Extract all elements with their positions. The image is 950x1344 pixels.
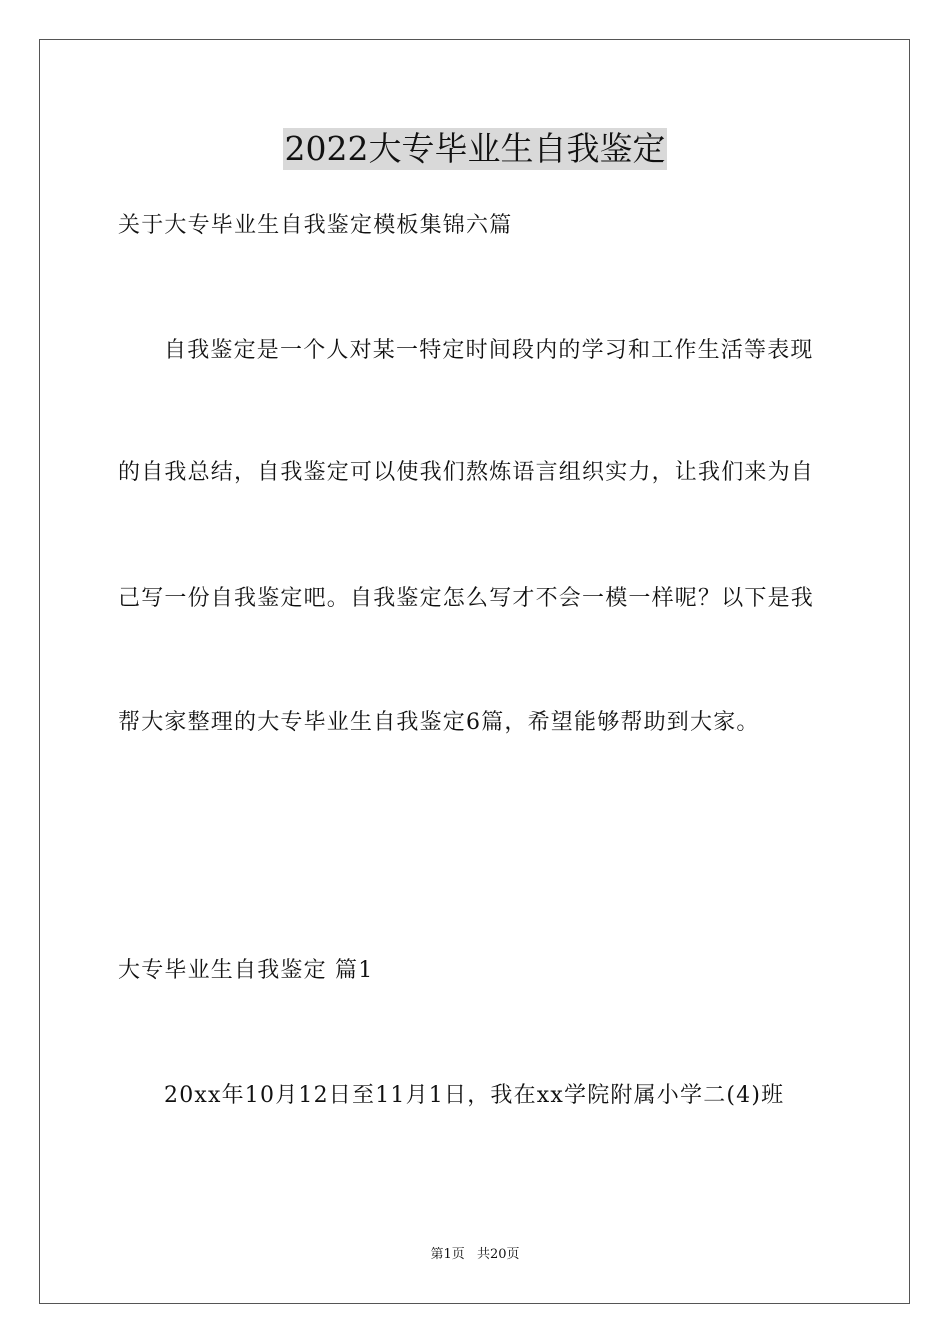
page-total: 共20页 — [476, 1247, 520, 1262]
section-heading: 大专毕业生自我鉴定 篇1 — [118, 958, 374, 983]
page-footer — [0, 1246, 950, 1264]
document-subtitle: 关于大专毕业生自我鉴定模板集锦六篇 — [118, 213, 513, 238]
intro-line-3: 己写一份自我鉴定吧。自我鉴定怎么写才不会一模一样呢？以下是我 — [118, 586, 815, 611]
intro-line-4: 帮大家整理的大专毕业生自我鉴定6篇，希望能够帮助到大家。 — [118, 710, 760, 735]
page-number: 第1页 — [430, 1247, 465, 1262]
section-first-line: 20xx年10月12日至11月1日，我在xx学院附属小学二(4)班 — [164, 1083, 785, 1108]
intro-line-1: 自我鉴定是一个人对某一特定时间段内的学习和工作生活等表现 — [164, 338, 814, 363]
document-title: 2022大专毕业生自我鉴定 — [284, 129, 666, 168]
title-container — [0, 128, 950, 170]
intro-line-2: 的自我总结，自我鉴定可以使我们熬炼语言组织实力，让我们来为自 — [118, 460, 815, 485]
